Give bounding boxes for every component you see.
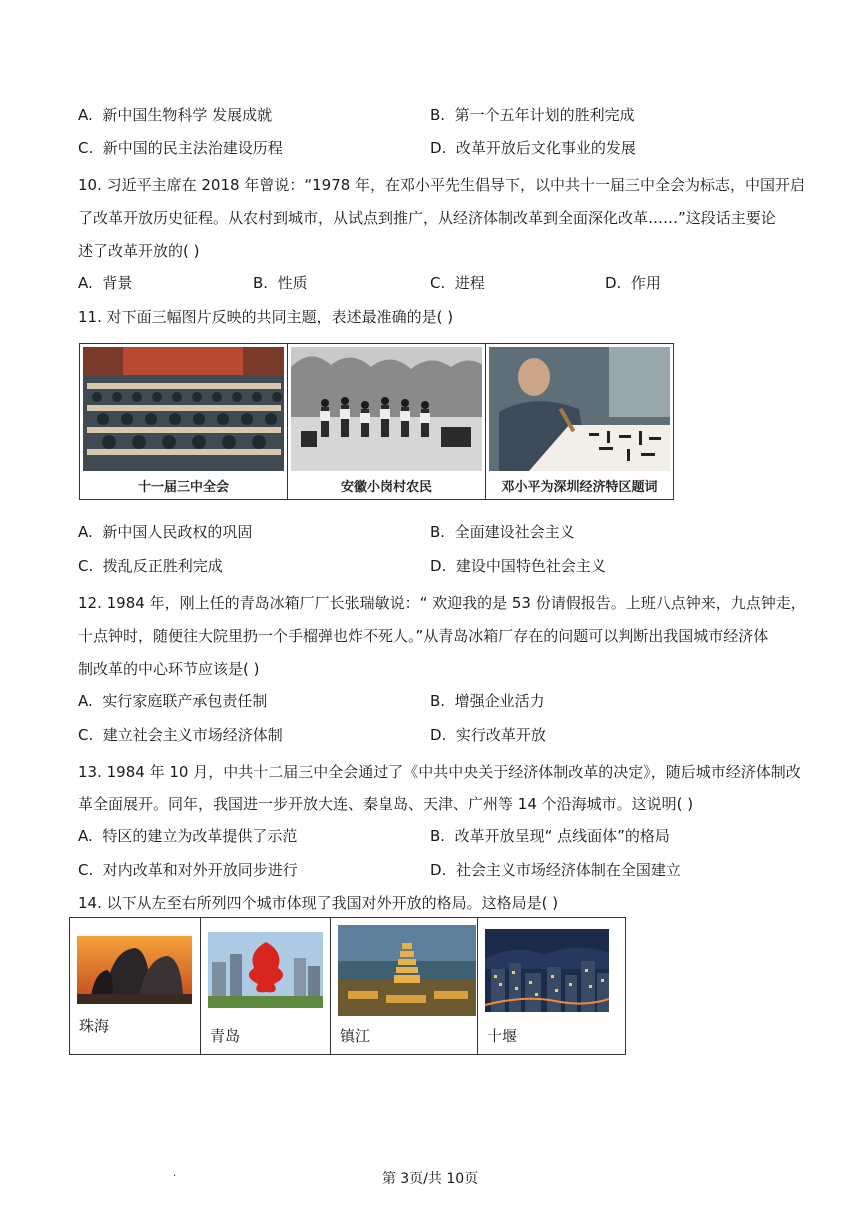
option-label: A. — [78, 692, 93, 710]
meeting-image — [83, 347, 284, 471]
q11-figure — [79, 343, 674, 500]
shiyan-photo — [485, 929, 609, 1012]
farmers-image — [291, 347, 482, 471]
q10-line-2: 了改革开放历史征程。从农村到城市，从试点到推广，从经济体制改革到全面深化改革……”这段话主要论 — [78, 209, 776, 227]
calligraphy-photo — [489, 347, 670, 471]
q9-option-d[interactable] — [430, 138, 636, 158]
option-text: 增强企业活力 — [454, 692, 545, 710]
q11-option-d[interactable] — [430, 556, 606, 576]
option-text: 建设中国特色社会主义 — [455, 557, 606, 575]
zhuhai-image — [77, 936, 192, 1004]
option-text: 作用 — [630, 274, 661, 292]
option-label: A. — [78, 523, 93, 541]
option-label: A. — [78, 827, 93, 845]
option-text: 新中国的民主法治建设历程 — [102, 139, 283, 157]
option-label: B. — [430, 827, 446, 845]
option-label: C. — [78, 139, 94, 157]
option-label: D. — [430, 557, 447, 575]
q10-option-b[interactable] — [253, 273, 308, 293]
q13-option-b[interactable] — [430, 826, 670, 846]
q10-line-3: 述了改革开放的( ) — [78, 242, 200, 260]
photo-third-plenum — [80, 344, 288, 499]
option-text: 第一个五年计划的胜利完成 — [454, 106, 635, 124]
option-label: C. — [78, 861, 94, 879]
option-label: C. — [78, 557, 94, 575]
meeting-photo — [83, 347, 284, 471]
option-label: B. — [430, 692, 446, 710]
photo-xiaogang-farmers — [288, 344, 486, 499]
q10-line-1: 10. 习近平主席在 2018 年曾说：“1978 年，在邓小平先生倡导下，以中共十一届三中全会为标志，中国开启 — [78, 176, 806, 194]
city-cell-shiyan — [478, 918, 625, 1054]
q11-option-c[interactable] — [78, 556, 223, 576]
zhenjiang-photo — [338, 925, 476, 1016]
option-label: D. — [605, 274, 622, 292]
caption-deng-calligraphy: 邓小平为深圳经济特区题词 — [501, 480, 658, 495]
caption-third-plenum: 十一届三中全会 — [137, 480, 229, 495]
footer-dot: . — [173, 1168, 177, 1179]
q10-option-c[interactable] — [430, 273, 485, 293]
option-text: 对内改革和对外开放同步进行 — [102, 861, 298, 879]
option-text: 进程 — [454, 274, 485, 292]
option-text: 改革开放呈现“ 点线面体”的格局 — [454, 827, 670, 845]
q13-option-c[interactable] — [78, 860, 298, 880]
page-number: 第 3页/共 10页 — [381, 1171, 479, 1187]
option-label: B. — [430, 106, 446, 124]
q12-line-1: 12. 1984 年，刚上任的青岛冰箱厂厂长张瑞敏说：“ 欢迎我的是 53 份请假报告。上班八点钟来，九点钟走， — [78, 594, 806, 612]
q11-stem: 11. 对下面三幅图片反映的共同主题，表述最准确的是( ) — [78, 308, 454, 326]
city-label-shiyan: 十堰 — [487, 1027, 518, 1045]
calligraphy-image — [489, 347, 670, 471]
q13-line-1: 13. 1984 年 10 月，中共十二届三中全会通过了《中共中央关于经济体制改革的决定》，随后城市经济体制改 — [78, 763, 801, 781]
q12-line-3: 制改革的中心环节应该是( ) — [78, 660, 260, 678]
zhuhai-photo — [77, 936, 192, 1004]
option-label: A. — [78, 106, 93, 124]
city-label-qingdao: 青岛 — [210, 1027, 241, 1045]
zhenjiang-image — [338, 925, 476, 1016]
city-label-zhenjiang: 镇江 — [340, 1027, 371, 1045]
q11-option-a[interactable] — [78, 522, 252, 542]
option-text: 新中国生物科学 发展成就 — [102, 106, 273, 124]
shiyan-image — [485, 929, 609, 1012]
option-text: 实行家庭联产承包责任制 — [102, 692, 268, 710]
option-text: 特区的建立为改革提供了示范 — [102, 827, 298, 845]
option-label: B. — [430, 523, 446, 541]
photo-deng-calligraphy — [486, 344, 673, 499]
q9-option-a[interactable] — [78, 105, 272, 125]
option-text: 建立社会主义市场经济体制 — [102, 726, 283, 744]
q14-stem: 14. 以下从左至右所列四个城市体现了我国对外开放的格局。这格局是( ) — [78, 894, 559, 912]
city-cell-zhuhai — [70, 918, 201, 1054]
q13-line-2: 革全面展开。同年，我国进一步开放大连、秦皇岛、天津、广州等 14 个沿海城市。这说明( ) — [78, 795, 694, 813]
q12-option-d[interactable] — [430, 725, 546, 745]
q10-option-d[interactable] — [605, 273, 661, 293]
option-label: C. — [430, 274, 446, 292]
option-label: D. — [430, 139, 447, 157]
option-label: A. — [78, 274, 93, 292]
q9-option-b[interactable] — [430, 105, 635, 125]
q10-option-a[interactable] — [78, 273, 132, 293]
option-text: 新中国人民政权的巩固 — [102, 523, 253, 541]
q14-city-grid — [69, 917, 626, 1055]
option-text: 全面建设社会主义 — [454, 523, 575, 541]
option-text: 性质 — [277, 274, 308, 292]
qingdao-image — [208, 932, 323, 1008]
q9-option-c[interactable] — [78, 138, 283, 158]
qingdao-photo — [208, 932, 323, 1008]
q13-option-a[interactable] — [78, 826, 297, 846]
option-label: B. — [253, 274, 269, 292]
option-label: C. — [78, 726, 94, 744]
q12-option-a[interactable] — [78, 691, 267, 711]
q12-option-b[interactable] — [430, 691, 545, 711]
option-text: 实行改革开放 — [455, 726, 546, 744]
q12-option-c[interactable] — [78, 725, 283, 745]
option-text: 改革开放后文化事业的发展 — [455, 139, 636, 157]
q13-option-d[interactable] — [430, 860, 681, 880]
q11-option-b[interactable] — [430, 522, 575, 542]
caption-xiaogang-farmers: 安徽小岗村农民 — [340, 480, 432, 495]
option-text: 社会主义市场经济体制在全国建立 — [455, 861, 681, 879]
option-label: D. — [430, 861, 447, 879]
city-cell-qingdao — [201, 918, 331, 1054]
q12-line-2: 十点钟时，随便往大院里扔一个手榴弹也炸不死人。”从青岛冰箱厂存在的问题可以判断出我国城市经济体 — [78, 627, 769, 645]
farmers-photo — [291, 347, 482, 471]
option-text: 背景 — [102, 274, 133, 292]
option-label: D. — [430, 726, 447, 744]
city-label-zhuhai: 珠海 — [79, 1017, 110, 1035]
option-text: 拨乱反正胜利完成 — [102, 557, 223, 575]
city-cell-zhenjiang — [331, 918, 478, 1054]
